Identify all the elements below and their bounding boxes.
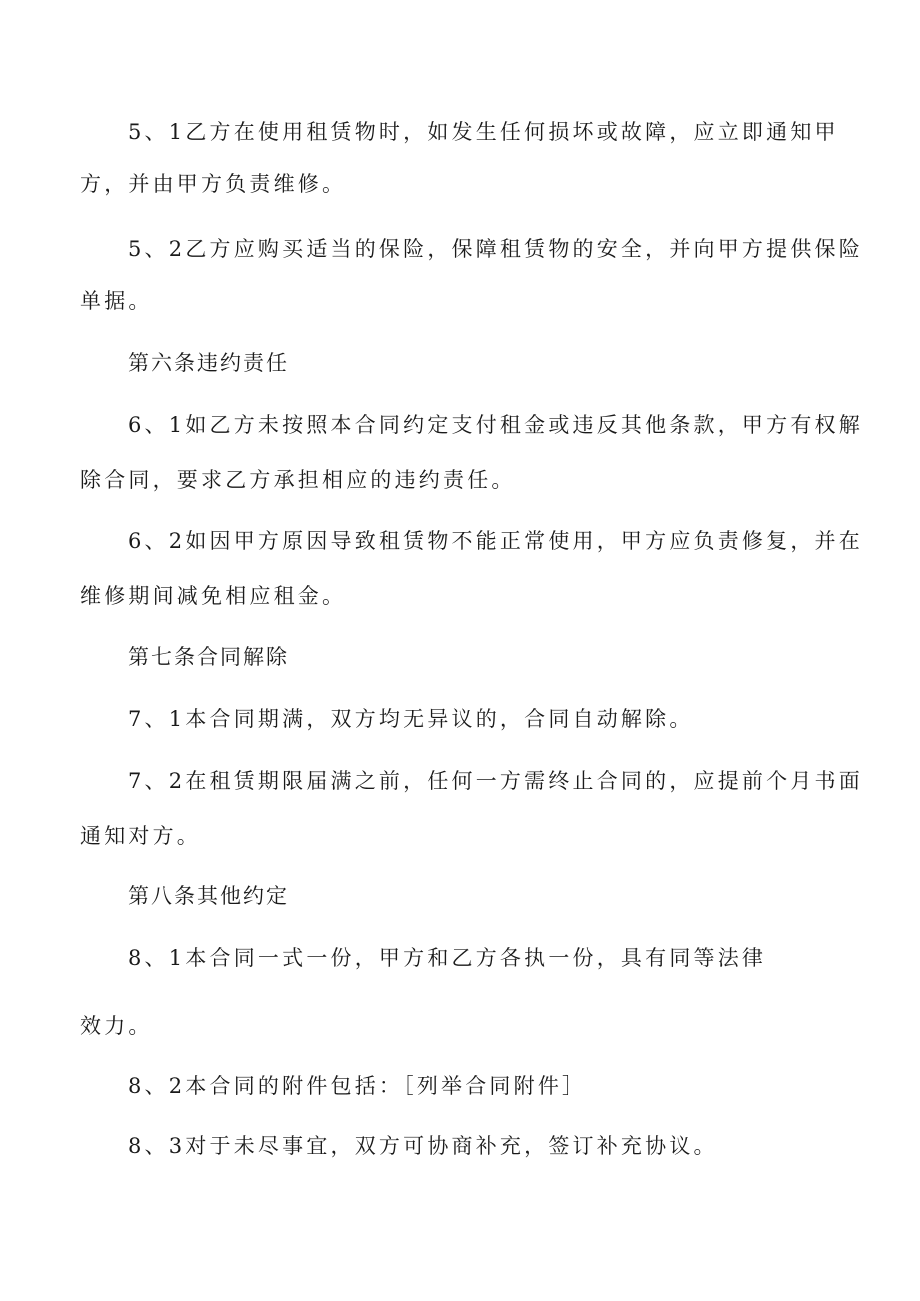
article-6-heading: 第六条违约责任 <box>128 351 289 375</box>
clause-6-1-line-1: 6、1如乙方未按照本合同约定支付租金或违反其他条款，甲方有权解 <box>128 413 863 437</box>
clause-7-1: 7、1本合同期满，双方均无异议的，合同自动解除。 <box>128 707 694 731</box>
clause-8-2: 8、2本合同的附件包括：［列举合同附件］ <box>128 1074 587 1098</box>
article-8-heading: 第八条其他约定 <box>128 884 289 908</box>
clause-7-2-line-1: 7、2在租赁期限届满之前，任何一方需终止合同的，应提前个月书面 <box>128 769 863 793</box>
clause-7-2-line-2: 通知对方。 <box>80 824 201 848</box>
clause-5-2-line-1: 5、2乙方应购买适当的保险，保障租赁物的安全，并向甲方提供保险 <box>128 237 863 261</box>
clause-8-1-line-1: 8、1本合同一式一份，甲方和乙方各执一份，具有同等法律 <box>128 946 767 970</box>
article-7-heading: 第七条合同解除 <box>128 645 289 669</box>
clause-5-1-line-2: 方，并由甲方负责维修。 <box>80 172 347 196</box>
clause-6-2-line-2: 维修期间减免相应租金。 <box>80 584 347 608</box>
clause-8-1-line-2: 效力。 <box>80 1014 153 1038</box>
clause-5-2-line-2: 单据。 <box>80 289 153 313</box>
clause-6-1-line-2: 除合同，要求乙方承担相应的违约责任。 <box>80 468 516 492</box>
clause-8-3: 8、3对于未尽事宜，双方可协商补充，签订补充协议。 <box>128 1134 718 1158</box>
clause-5-1-line-1: 5、1乙方在使用租赁物时，如发生任何损坏或故障，应立即通知甲 <box>128 120 839 144</box>
clause-6-2-line-1: 6、2如因甲方原因导致租赁物不能正常使用，甲方应负责修复，并在 <box>128 529 863 553</box>
